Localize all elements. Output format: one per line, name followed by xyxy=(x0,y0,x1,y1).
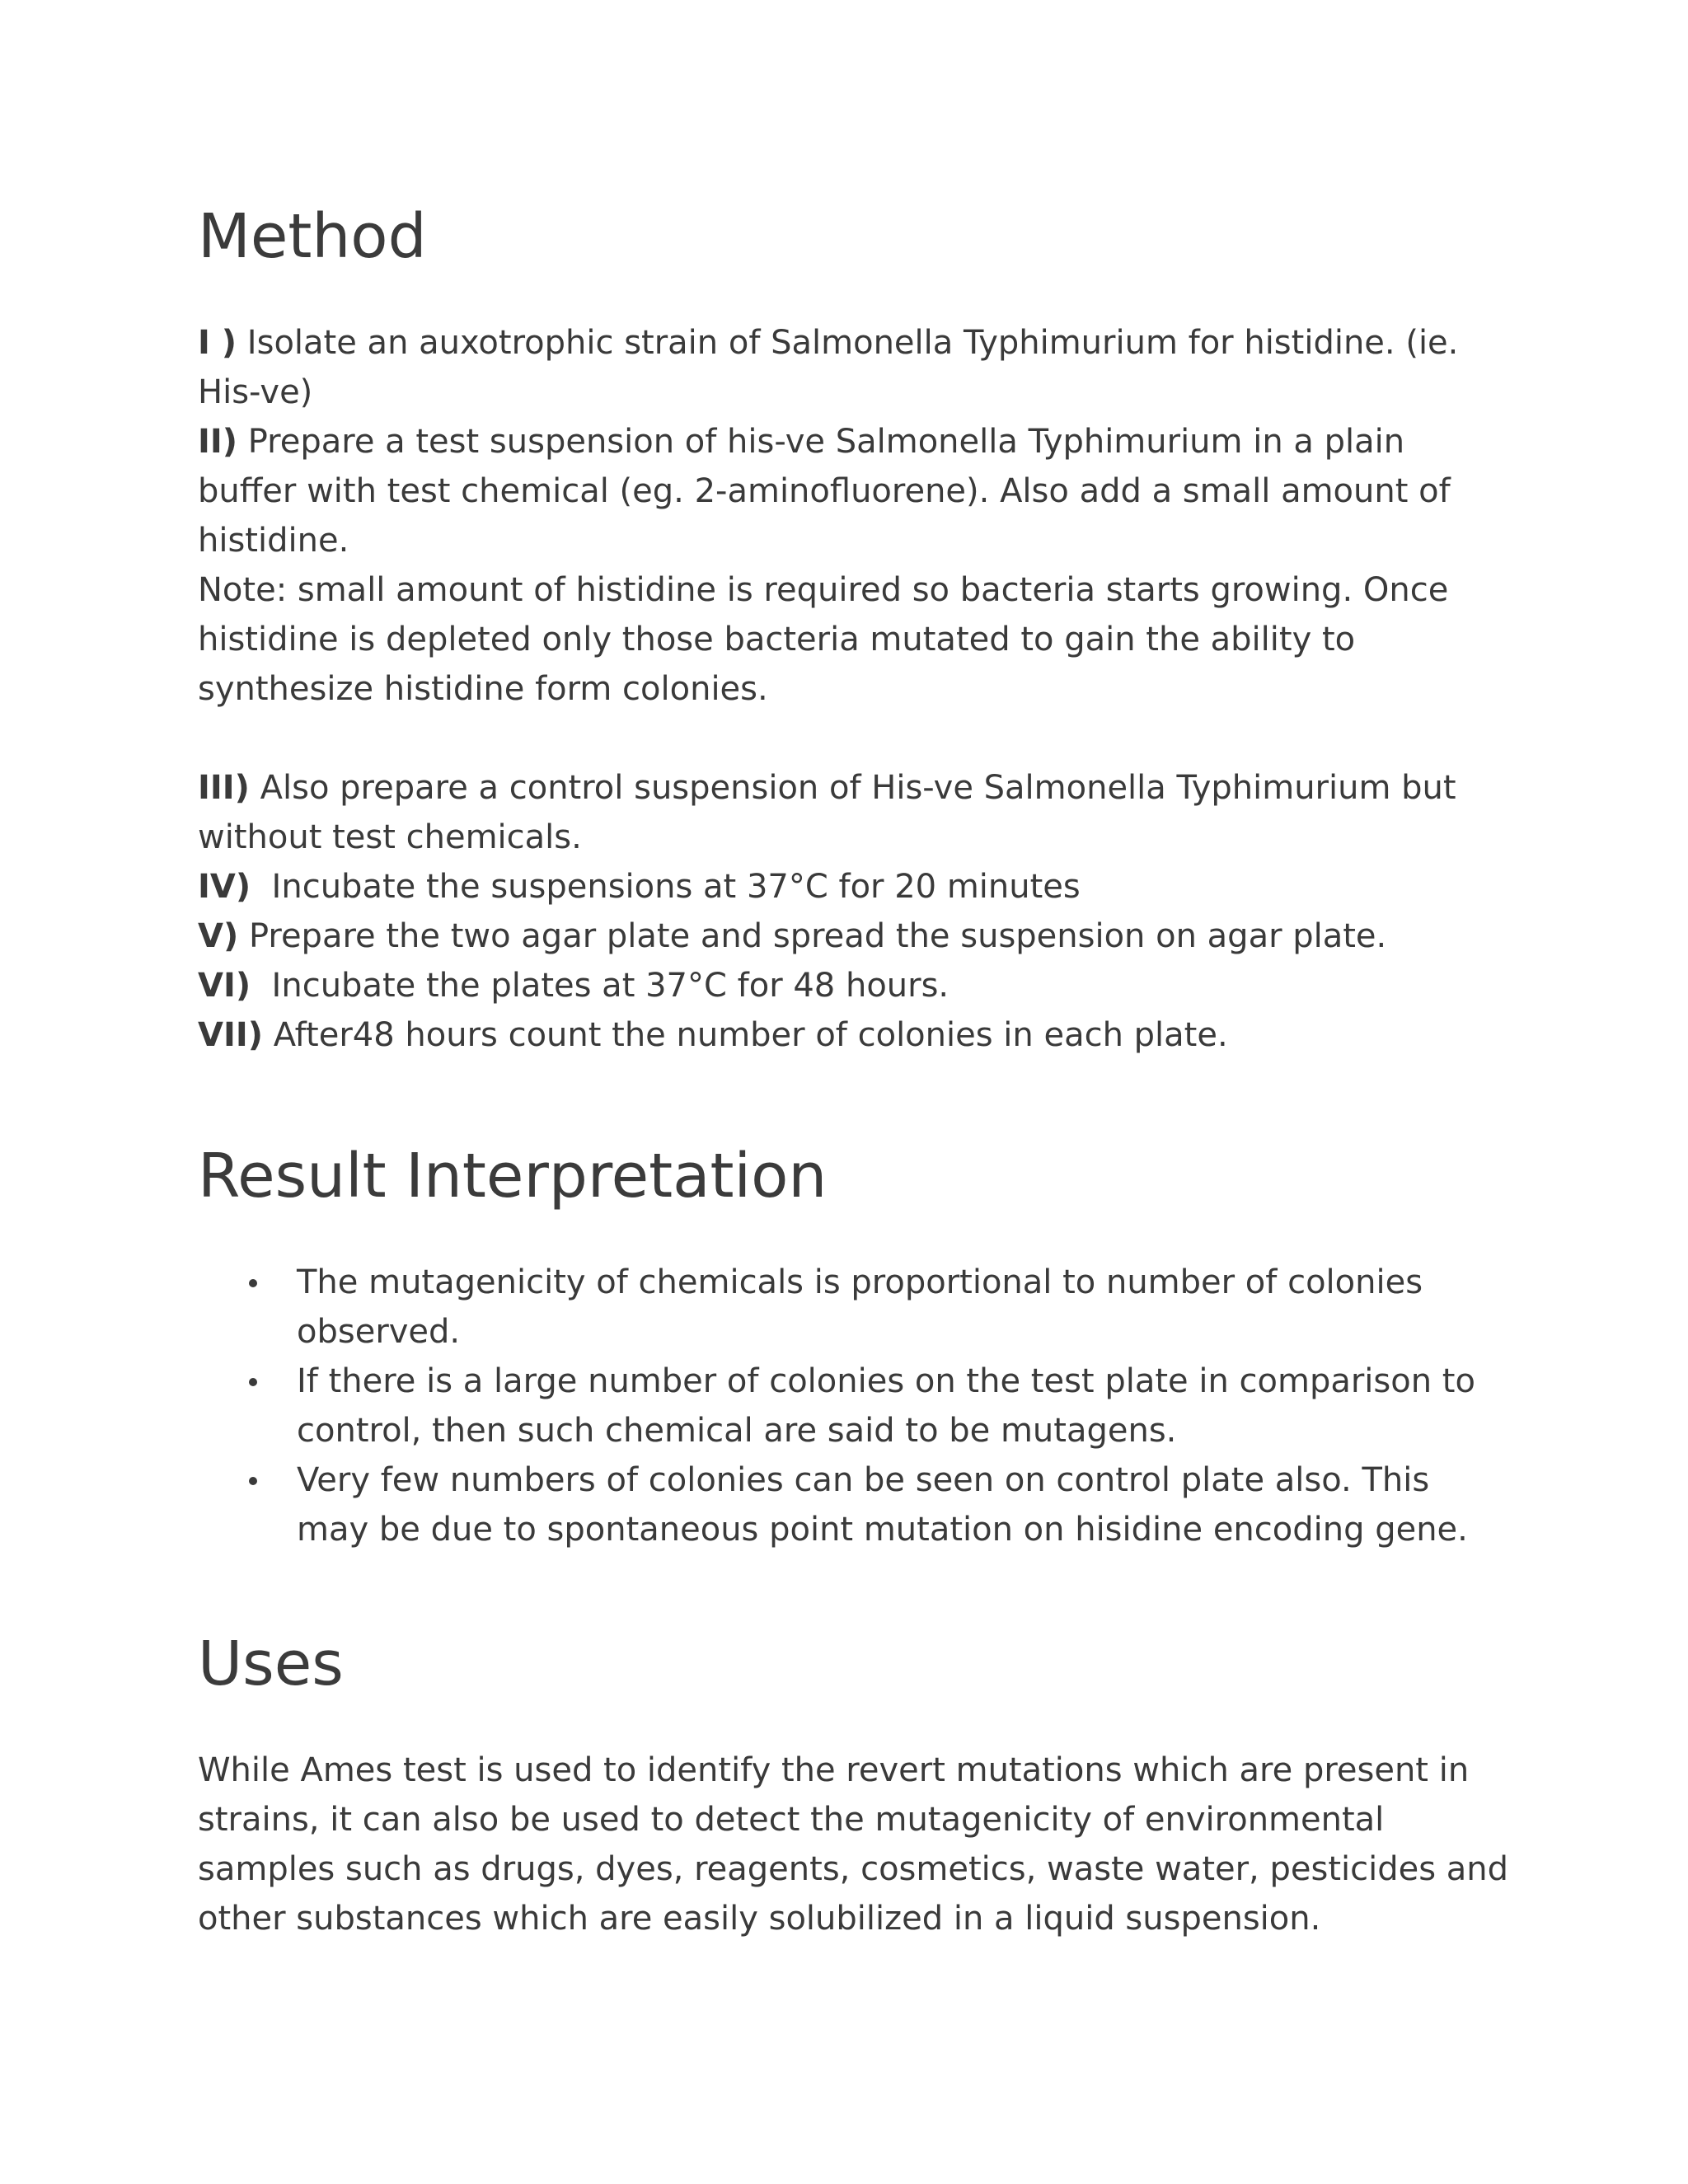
note-text: Note: small amount of histidine is required so bacteria starts growing. Once xyxy=(198,571,1449,609)
step-text: Incubate the suspensions at 37°C for 20 minutes xyxy=(251,868,1081,906)
step-number: I ) xyxy=(198,324,237,362)
list-item: The mutagenicity of chemicals is proportional to number of colonies observed. xyxy=(198,1258,1484,1357)
step-text: Prepare the two agar plate and spread the suspension on agar plate. xyxy=(238,917,1387,955)
step-text: Incubate the plates at 37°C for 48 hours. xyxy=(251,967,950,1005)
note-text: histidine is depleted only those bacteria mutated to gain the ability to xyxy=(198,621,1356,658)
step-number: VI) xyxy=(198,967,251,1005)
step-number: V) xyxy=(198,917,239,955)
method-note xyxy=(198,565,1484,714)
bullet-icon xyxy=(249,1378,257,1386)
list-item: If there is a large number of colonies on the test plate in comparison to control, then such chemical are said to be mutagens. xyxy=(198,1357,1484,1455)
note-text: synthesize histidine form colonies. xyxy=(198,670,768,708)
step-number: III) xyxy=(198,769,250,807)
result-heading: Result Interpretation xyxy=(198,1141,828,1212)
step-text: After48 hours count the number of colonies in each plate. xyxy=(263,1016,1228,1054)
method-step-5 xyxy=(198,912,1484,961)
bullet-icon xyxy=(249,1279,257,1287)
method-step-2 xyxy=(198,417,1484,565)
uses-heading: Uses xyxy=(198,1629,344,1699)
step-number: IV) xyxy=(198,868,251,906)
step-text: histidine. xyxy=(198,522,349,560)
method-step-6 xyxy=(198,961,1484,1010)
method-step-3 xyxy=(198,763,1484,862)
step-text: Also prepare a control suspension of His-ve Salmonella Typhimurium but xyxy=(249,769,1456,807)
method-step-1 xyxy=(198,318,1484,417)
method-step-7 xyxy=(198,1010,1484,1060)
step-text: Isolate an auxotrophic strain of Salmonella Typhimurium for histidine. (ie. xyxy=(237,324,1459,362)
result-bullet-list xyxy=(198,1258,1484,1554)
step-text: Prepare a test suspension of his-ve Salmonella Typhimurium in a plain xyxy=(237,423,1405,461)
method-heading: Method xyxy=(198,201,427,272)
step-number: II) xyxy=(198,423,238,461)
step-text: without test chemicals. xyxy=(198,818,582,856)
step-text: His-ve) xyxy=(198,373,313,411)
step-text: buffer with test chemical (eg. 2-aminofluorene). Also add a small amount of xyxy=(198,472,1451,510)
uses-paragraph: While Ames test is used to identify the revert mutations which are present in strains, it can also be used to detect the mutagenicity of environmental samples such as drugs, dyes, reagents, cosmetics, waste water, pesticides and other substances which are easily solubilized in a liquid suspension. xyxy=(198,1751,1509,1938)
step-number: VII) xyxy=(198,1016,264,1054)
bullet-icon xyxy=(249,1477,257,1485)
method-step-4 xyxy=(198,862,1484,912)
list-item: Very few numbers of colonies can be seen on control plate also. This may be due to spontaneous point mutation on hisidine encoding gene. xyxy=(198,1455,1484,1554)
